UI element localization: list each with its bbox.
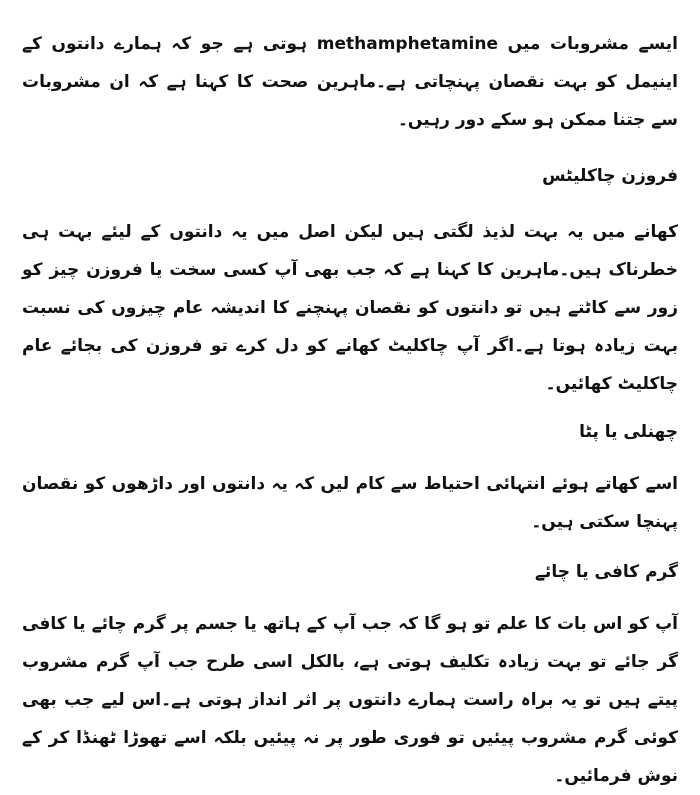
paragraph-chips: اسے کھاتے ہوئے انتہائی احتیاط سے کام لیں کہ یہ دانتوں اور داڑھوں کو نقصان پہنچا سکتی ہیں۔ <box>22 474 678 532</box>
heading-frozen-chocolates: فروزن چاکلیٹس <box>542 166 678 186</box>
heading-chips: چھنلی یا پٹا <box>579 422 678 442</box>
paragraph-hot-coffee-tea: آپ کو اس بات کا علم تو ہو گا کہ جب آپ کے ہاتھ یا جسم پر گرم چائے یا کافی گر جائے تو بہت زیادہ تکلیف ہوتی ہے، بالکل اسی طرح جب آپ گرم مشروب پیتے ہیں تو یہ براہ راست ہمارے دانتوں پر اثر انداز ہوتی ہے۔اس لیے جب بھی کوئی گرم مشروب پیئیں تو فوری طور پر نہ پیئیں بلکہ اسے تھوڑا ٹھنڈا کر کے نوش فرمائیں۔ <box>22 614 678 786</box>
heading-hot-coffee-tea: گرم کافی یا چائے <box>534 562 678 582</box>
paragraph-frozen-chocolates: کھانے میں یہ بہت لذیذ لگتی ہیں لیکن اصل میں یہ دانتوں کے لیئے بہت ہی خطرناک ہیں۔ماہرین کا کہنا ہے کہ جب بھی آپ کسی سخت یا فروزن چیز کو زور سے کاٹتے ہیں تو دانتوں کو نقصان پہنچنے کا اندیشہ عام چیزوں کی نسبت بہت زیادہ ہوتا ہے۔اگر آپ چاکلیٹ کھانے کو دل کرے تو فروزن کی بجائے عام چاکلیٹ کھائیں۔ <box>22 222 678 394</box>
paragraph-drinks: ایسے مشروبات میں methamphetamine ہوتی ہے جو کہ ہمارے دانتوں کے اینیمل کو بہت نقصان پہنچاتی ہے۔ماہرین صحت کا کہنا ہے کہ ان مشروبات سے جتنا ممکن ہو سکے دور رہیں۔ <box>22 34 678 130</box>
article-body <box>22 0 678 795</box>
